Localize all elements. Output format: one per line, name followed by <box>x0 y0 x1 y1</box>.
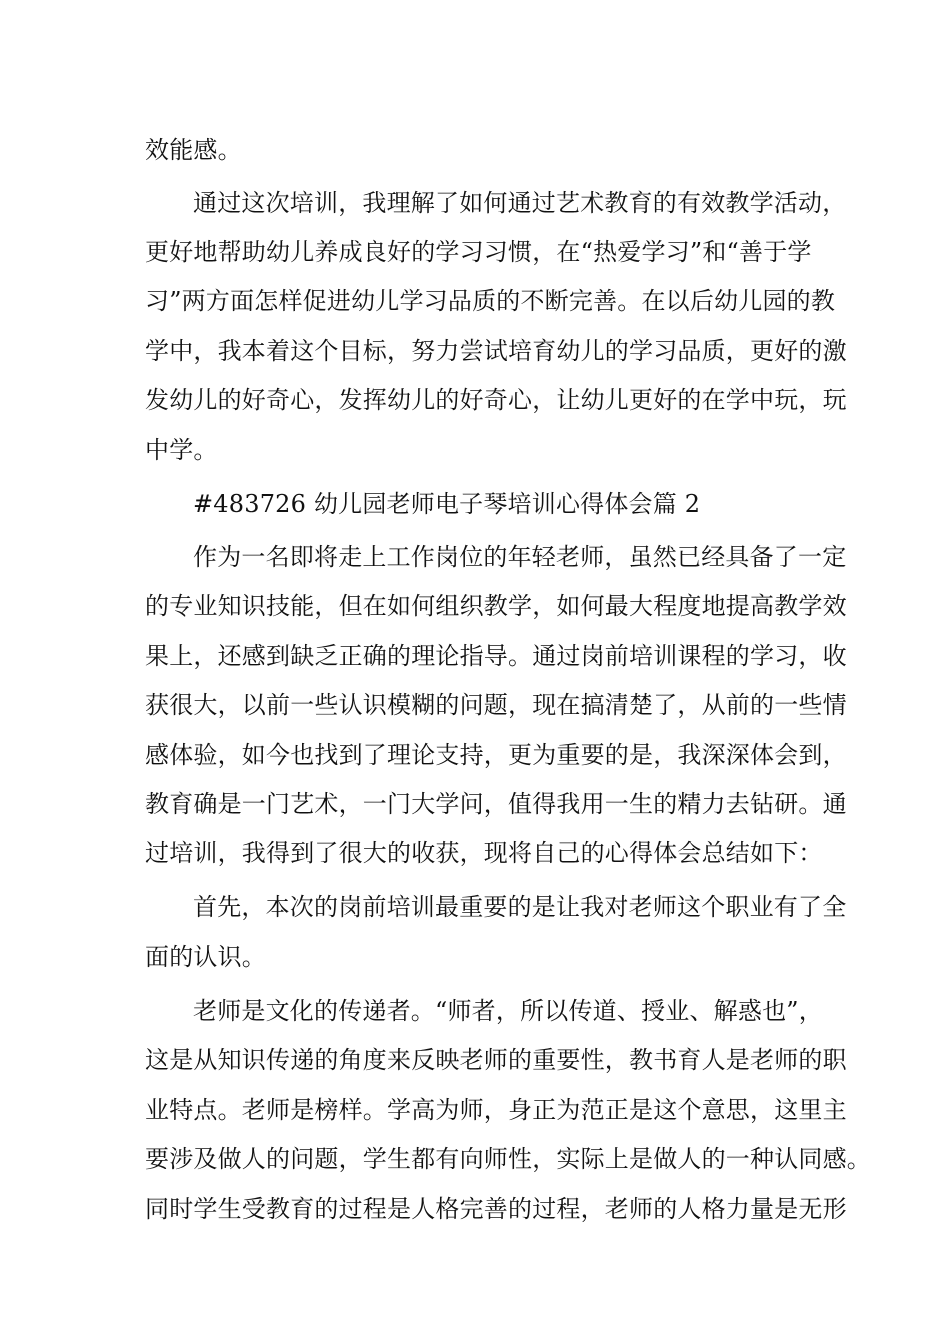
text-line: 感体验，如今也找到了理论支持，更为重要的是，我深深体会到， <box>145 741 847 769</box>
text-line: 更好地帮助幼儿养成良好的学习习惯，在“热爱学习”和“善于学 <box>145 238 812 266</box>
text-line: 效能感。 <box>145 136 242 164</box>
paragraph-start-line: 老师是文化的传递者。“师者，所以传道、授业、解惑也”， <box>193 997 823 1025</box>
text-line: 面的认识。 <box>145 943 266 971</box>
paragraph-start-line: 首先，本次的岗前培训最重要的是让我对老师这个职业有了全 <box>193 893 847 921</box>
text-line: 发幼儿的好奇心，发挥幼儿的好奇心，让幼儿更好的在学中玩，玩 <box>145 386 847 414</box>
paragraph-start-line: 通过这次培训，我理解了如何通过艺术教育的有效教学活动， <box>193 189 847 217</box>
text-line: 的专业知识技能，但在如何组织教学，如何最大程度地提高教学效 <box>145 592 847 620</box>
text-line: 过培训，我得到了很大的收获，现将自己的心得体会总结如下： <box>145 839 823 867</box>
text-line: 要涉及做人的问题，学生都有向师性，实际上是做人的一种认同感。 <box>145 1145 871 1173</box>
text-line: 业特点。老师是榜样。学高为师，身正为范正是这个意思，这里主 <box>145 1096 847 1124</box>
text-line: 获很大，以前一些认识模糊的问题，现在搞清楚了，从前的一些情 <box>145 691 847 719</box>
text-line: 教育确是一门艺术，一门大学问，值得我用一生的精力去钻研。通 <box>145 790 847 818</box>
text-line: 习”两方面怎样促进幼儿学习品质的不断完善。在以后幼儿园的教 <box>145 287 836 315</box>
text-line: 同时学生受教育的过程是人格完善的过程，老师的人格力量是无形 <box>145 1195 847 1223</box>
paragraph-start-line: 作为一名即将走上工作岗位的年轻老师，虽然已经具备了一定 <box>193 543 847 571</box>
text-line: 这是从知识传递的角度来反映老师的重要性，教书育人是老师的职 <box>145 1046 847 1074</box>
text-line: 学中，我本着这个目标，努力尝试培育幼儿的学习品质，更好的激 <box>145 337 847 365</box>
text-line: 中学。 <box>145 436 218 464</box>
text-line: 果上，还感到缺乏正确的理论指导。通过岗前培训课程的学习，收 <box>145 642 847 670</box>
section-heading: #483726 幼儿园老师电子琴培训心得体会篇 2 <box>193 490 701 518</box>
